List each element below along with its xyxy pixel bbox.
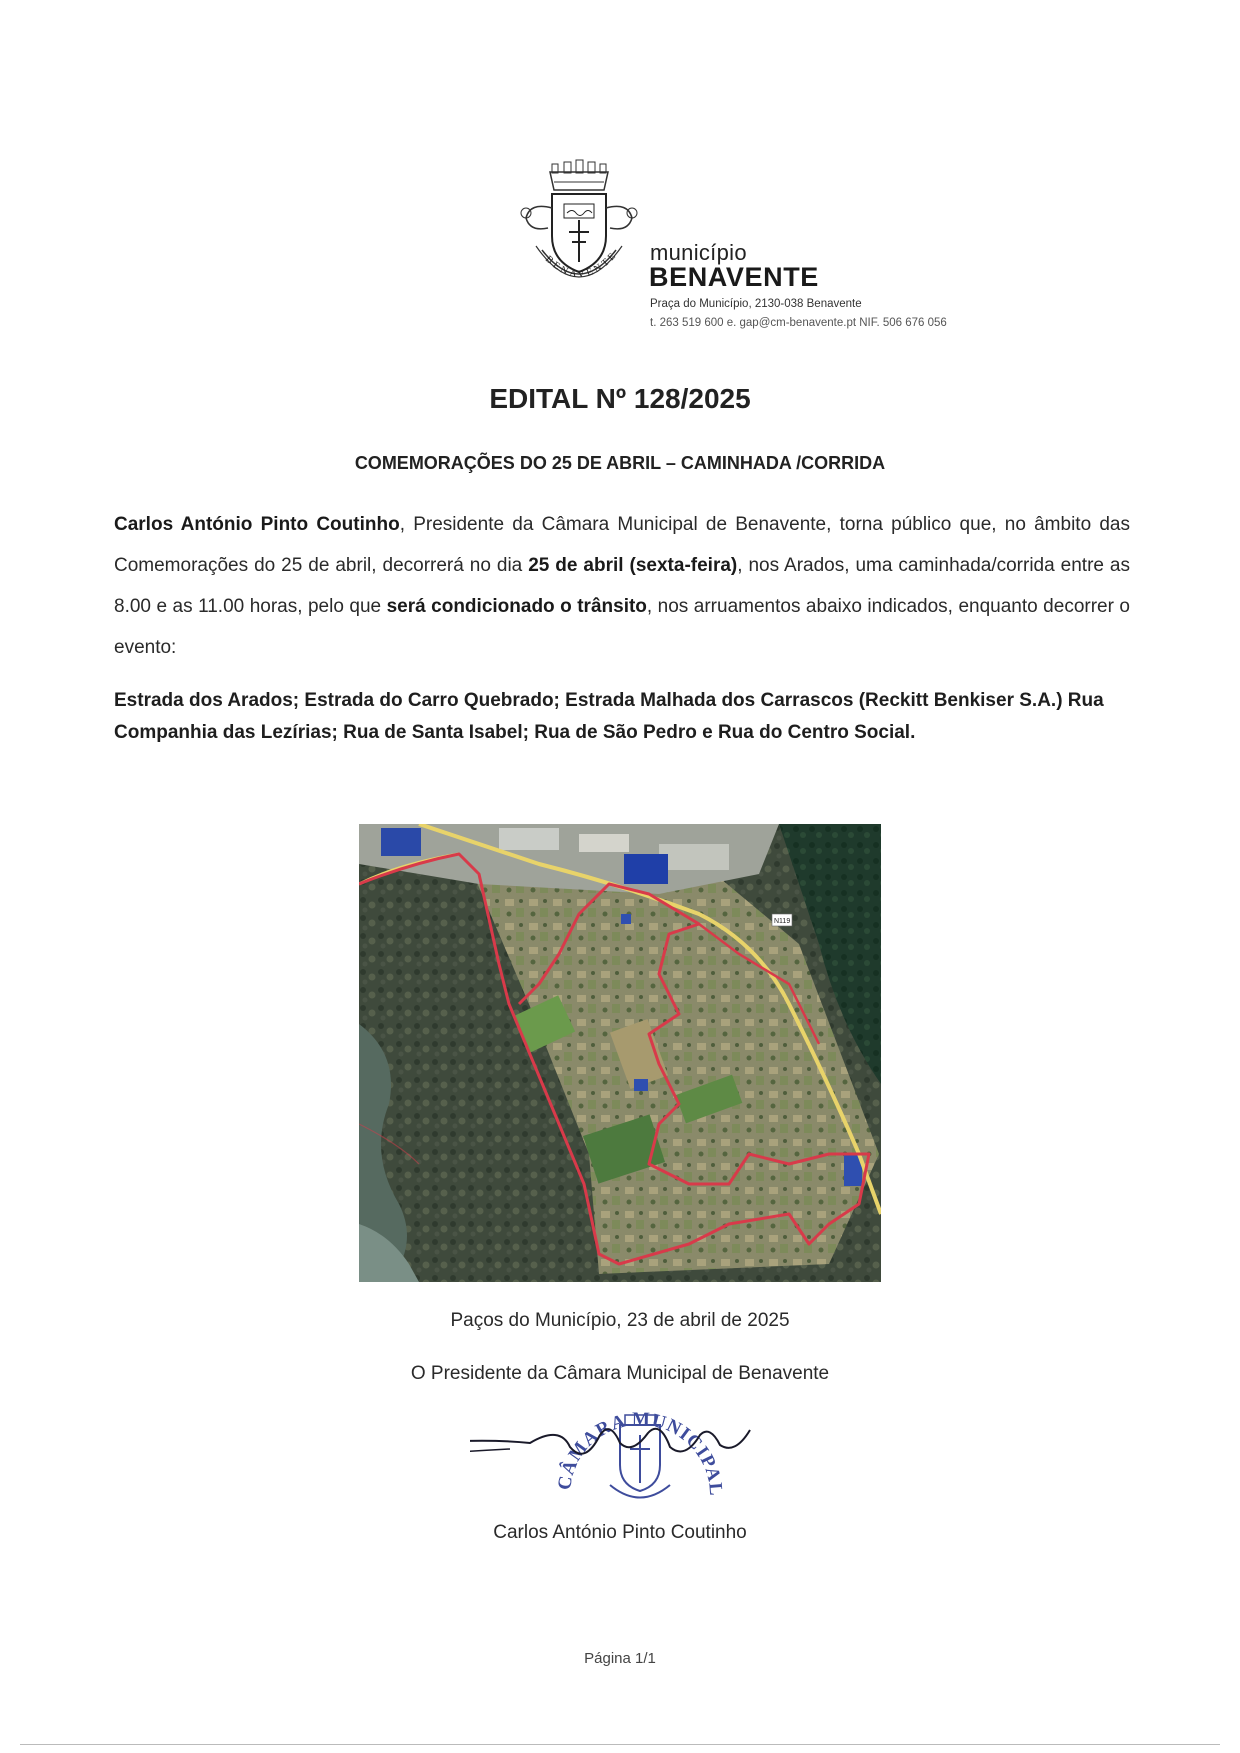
aerial-route-map (359, 824, 881, 1282)
president-name: Carlos António Pinto Coutinho (114, 514, 400, 535)
place-date: Paços do Município, 23 de abril de 2025 (450, 1310, 790, 1331)
address-line: Praça do Município, 2130-038 Benavente (650, 298, 862, 310)
document-subtitle: COMEMORAÇÕES DO 25 DE ABRIL – CAMINHADA /CORRIDA (354, 453, 886, 473)
contact-line: t. 263 519 600 e. gap@cm-benavente.pt NIF. 506 676 056 (650, 317, 947, 329)
road-label: N119 (774, 918, 791, 925)
event-date: 25 de abril (sexta-feira) (528, 555, 738, 576)
document-title: EDITAL Nº 128/2025 (489, 383, 751, 414)
crest-logo (512, 158, 646, 298)
municipality-label: município (650, 240, 747, 265)
signer-title: O Presidente da Câmara Municipal de Benavente (410, 1363, 830, 1384)
body-text-3: , nos arruamentos abaixo indicados, enquanto decorrer o evento: (114, 596, 1130, 658)
footer-divider (20, 1744, 1220, 1745)
municipality-name: BENAVENTE (649, 262, 819, 292)
page-number: Página 1/1 (584, 1650, 656, 1667)
stamp-text: CÂMARA MUNICIPAL (553, 1408, 727, 1497)
crest-motto: BENAVENTE (542, 248, 621, 281)
signer-name: Carlos António Pinto Coutinho (493, 1522, 747, 1543)
body-paragraph (114, 504, 1130, 668)
official-stamp-signature (470, 1385, 770, 1515)
traffic-notice: será condicionado o trânsito (386, 596, 647, 617)
body-text-1: , Presidente da Câmara Municipal de Benavente, torna público que, no âmbito das Comemorações do 25 de abril, decorrerá no dia (114, 514, 1130, 576)
street-list: Estrada dos Arados; Estrada do Carro Quebrado; Estrada Malhada dos Carrascos (Reckitt Benkiser S.A.) Rua Companhia das Lezírias; Rua de Santa Isabel; Rua de São Pedro e Rua do Centro Social. (114, 690, 1104, 743)
body-text-2: , nos Arados, uma caminhada/corrida entre as 8.00 e as 11.00 horas, pelo que (114, 555, 1130, 617)
